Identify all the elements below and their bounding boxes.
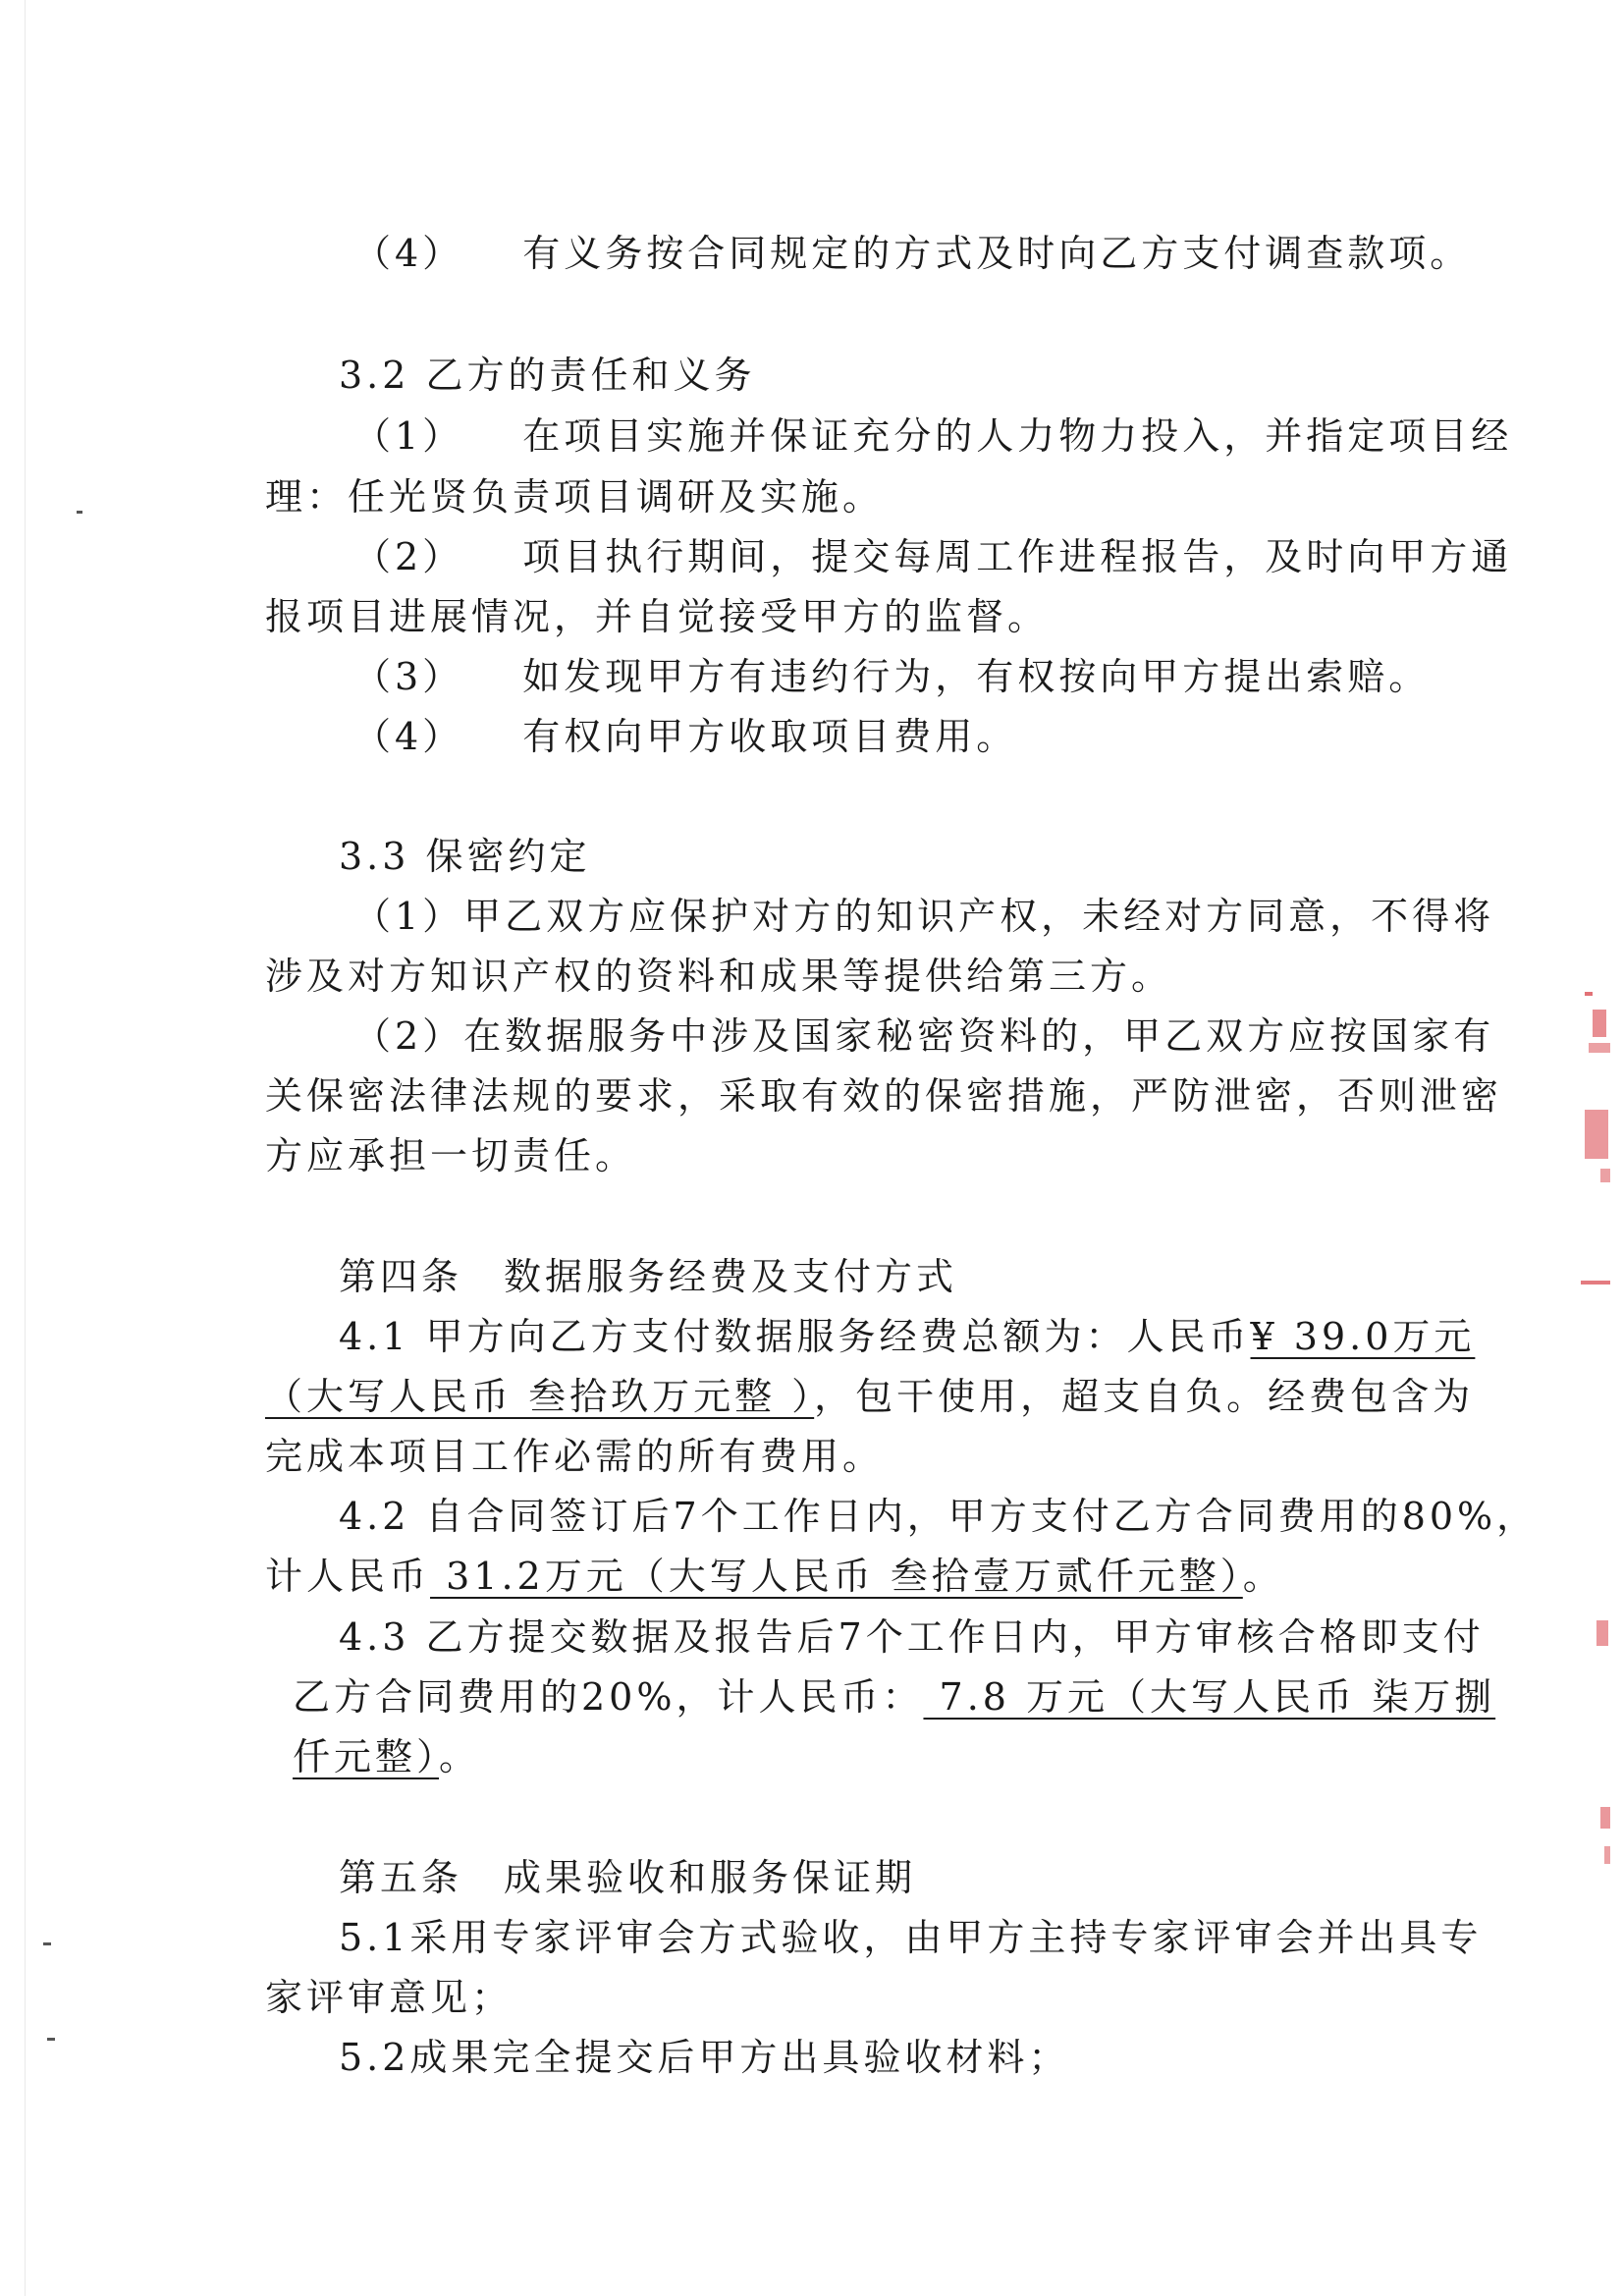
- clause-text: 4.1 甲方向乙方支付数据服务经费总额为：人民币: [339, 1315, 1251, 1358]
- clause-text: 乙方合同费用的20%，计人民币：: [293, 1675, 924, 1719]
- clause-3-3-1: （1）甲乙双方应保护对方的知识产权，未经对方同意，不得将: [353, 895, 1495, 938]
- scan-speck: [43, 1942, 51, 1945]
- item-number: （3）: [353, 655, 464, 698]
- clause-text: 。: [439, 1735, 481, 1778]
- clause-3-2-1: [353, 411, 1512, 461]
- clause-3-2-2-cont: 报项目进展情况，并自觉接受甲方的监督。: [265, 595, 1050, 638]
- item-text: 有义务按合同规定的方式及时向乙方支付调查款项。: [522, 232, 1472, 275]
- clause-4-3-cont: [293, 1672, 1495, 1722]
- amount-final-payment: 7.8 万元（大写人民币 柒万捌: [923, 1675, 1496, 1719]
- clause-3-2-4: [353, 712, 1017, 761]
- amount-final-payment-cont: 仟元整）: [293, 1735, 440, 1778]
- clause-3-2-1-cont: 理：任光贤负责项目调研及实施。: [265, 475, 885, 519]
- item-number: （2）: [353, 535, 464, 578]
- section-3-2-heading: 3.2 乙方的责任和义务: [339, 354, 756, 397]
- clause-3-3-1-cont: 涉及对方知识产权的资料和成果等提供给第三方。: [265, 955, 1173, 998]
- clause-3-3-2-cont: 关保密法律法规的要求，采取有效的保密措施，严防泄密，否则泄密: [265, 1074, 1503, 1118]
- section-3-3-heading: 3.3 保密约定: [339, 835, 591, 878]
- clause-5-1-cont: 家评审意见；: [265, 1976, 514, 2019]
- clause-3-2-2: [353, 532, 1512, 581]
- item-text: 项目执行期间，提交每周工作进程报告，及时向甲方通: [522, 535, 1513, 578]
- item-text: 在项目实施并保证充分的人力物力投入，并指定项目经: [522, 414, 1513, 458]
- clause-3-3-2-cont2: 方应承担一切责任。: [265, 1134, 637, 1177]
- article-5-heading: 第五条 成果验收和服务保证期: [339, 1856, 917, 1899]
- clause-5-1: 5.1采用专家评审会方式验收，由甲方主持专家评审会并出具专: [339, 1916, 1483, 1959]
- scan-edge-line: [25, 0, 26, 2296]
- clause-4-1-cont: [265, 1372, 1474, 1421]
- amount-total: ¥ 39.0万元: [1250, 1315, 1476, 1358]
- clause-4-1-cont2: 完成本项目工作必需的所有费用。: [265, 1435, 885, 1478]
- item-text: 如发现甲方有违约行为，有权按向甲方提出索赔。: [522, 655, 1431, 698]
- clause-3-1-4: [353, 229, 1471, 278]
- clause-text: ，包干使用，超支自负。经费包含为: [814, 1375, 1475, 1418]
- scan-speck: [47, 2038, 55, 2041]
- amount-total-capital: （大写人民币 叁拾玖万元整 ）: [265, 1375, 815, 1418]
- item-number: （4）: [353, 232, 464, 275]
- amount-first-payment: 31.2万元（大写人民币 叁拾壹万贰仟元整）: [430, 1555, 1243, 1598]
- clause-5-2: 5.2成果完全提交后甲方出具验收材料；: [339, 2036, 1070, 2079]
- item-number: （4）: [353, 715, 464, 758]
- scan-speck: [77, 511, 82, 514]
- clause-4-1: [339, 1312, 1475, 1361]
- clause-text: 计人民币: [265, 1555, 431, 1598]
- item-text: 有权向甲方收取项目费用。: [522, 715, 1018, 758]
- clause-3-2-3: [353, 652, 1430, 701]
- clause-4-2-cont: [265, 1552, 1284, 1601]
- clause-4-3: 4.3 乙方提交数据及报告后7个工作日内，甲方审核合格即支付: [339, 1615, 1485, 1659]
- clause-3-3-2: （2）在数据服务中涉及国家秘密资料的，甲乙双方应按国家有: [353, 1014, 1495, 1058]
- clause-4-3-cont2: [293, 1732, 480, 1781]
- clause-text: 。: [1242, 1555, 1284, 1598]
- article-4-heading: 第四条 数据服务经费及支付方式: [339, 1255, 958, 1298]
- item-number: （1）: [353, 414, 464, 458]
- clause-4-2: 4.2 自合同签订后7个工作日内，甲方支付乙方合同费用的80%，: [339, 1495, 1539, 1538]
